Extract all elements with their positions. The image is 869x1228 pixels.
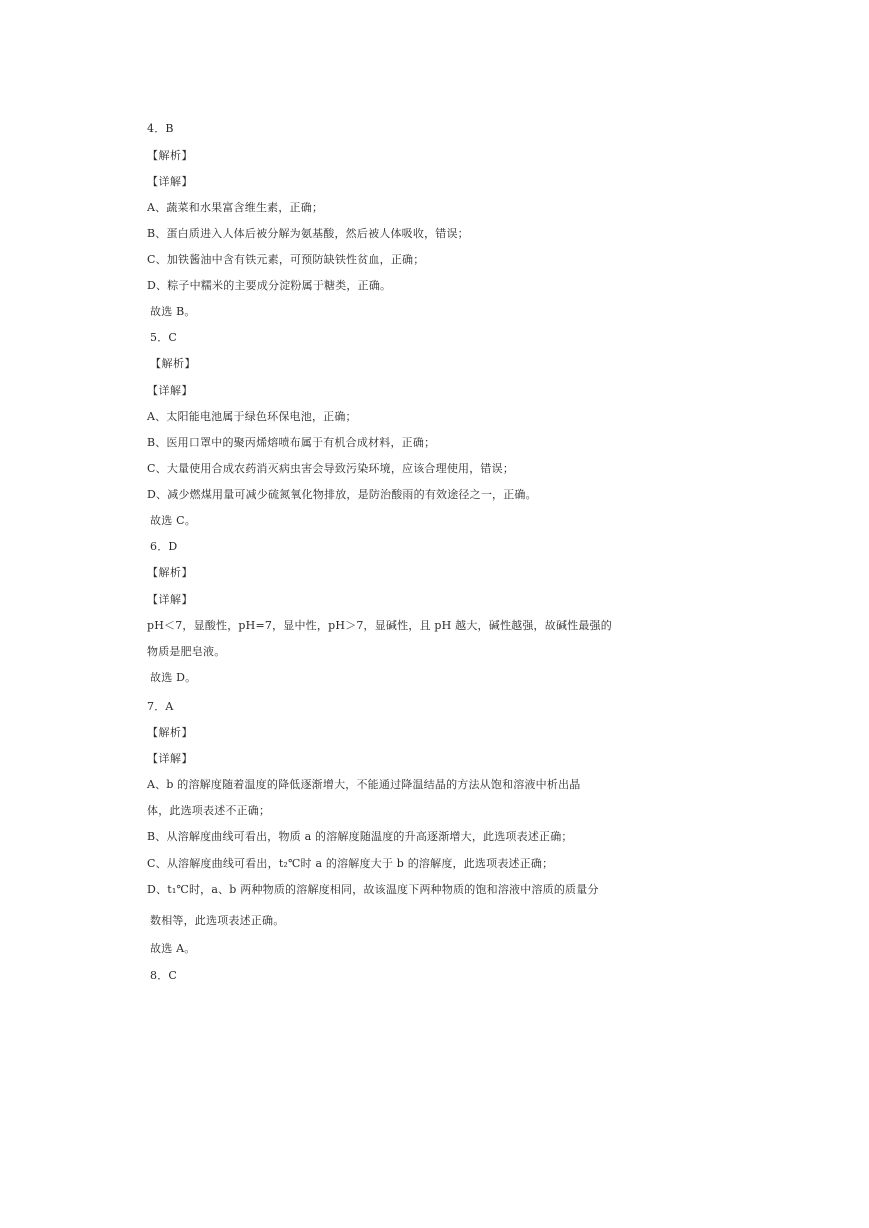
q5-line-b: B、医用口罩中的聚丙烯熔喷布属于有机合成材料，正确； bbox=[147, 436, 436, 449]
q4-line-d: D、粽子中糯米的主要成分淀粉属于糖类，正确。 bbox=[147, 279, 392, 292]
q6-line-2: 物质是肥皂液。 bbox=[147, 645, 226, 658]
answer-q7: 7．A bbox=[147, 700, 174, 713]
q5-line-d: D、减少燃煤用量可减少硫氮氧化物排放，是防治酸雨的有效途径之一，正确。 bbox=[147, 488, 537, 501]
analysis-tag-q4: 【解析】 bbox=[147, 149, 193, 162]
analysis-tag-q6: 【解析】 bbox=[147, 566, 193, 579]
q5-line-c: C、大量使用合成农药消灭病虫害会导致污染环境，应该合理使用，错误； bbox=[147, 462, 515, 475]
detail-tag-q6: 【详解】 bbox=[147, 593, 193, 606]
q6-line-1: pH＜7，显酸性，pH=7，显中性，pH＞7，显碱性，且 pH 越大，碱性越强，故碱性最强的 bbox=[147, 619, 612, 632]
answer-q5: 5．C bbox=[150, 331, 178, 344]
analysis-tag-q7: 【解析】 bbox=[147, 726, 193, 739]
q7-line-a1: A、b 的溶解度随着温度的降低逐渐增大，不能通过降温结晶的方法从饱和溶液中析出晶 bbox=[147, 778, 581, 791]
q4-line-c: C、加铁酱油中含有铁元素，可预防缺铁性贫血，正确； bbox=[147, 253, 425, 266]
q4-line-b: B、蛋白质进入人体后被分解为氨基酸，然后被人体吸收，错误； bbox=[147, 227, 469, 240]
detail-tag-q5: 【详解】 bbox=[147, 384, 193, 397]
detail-tag-q7: 【详解】 bbox=[147, 752, 193, 765]
answer-q6: 6．D bbox=[150, 540, 178, 553]
q7-line-b: B、从溶解度曲线可看出，物质 a 的溶解度随温度的升高逐渐增大，此选项表述正确； bbox=[147, 830, 573, 843]
q5-line-a: A、太阳能电池属于绿色环保电池，正确； bbox=[147, 410, 357, 423]
q5-conclusion: 故选 C。 bbox=[150, 514, 196, 527]
answer-q4: 4．B bbox=[147, 122, 174, 135]
answer-q8: 8．C bbox=[150, 969, 178, 982]
q6-conclusion: 故选 D。 bbox=[150, 671, 197, 684]
q7-conclusion: 故选 A。 bbox=[150, 942, 196, 955]
q4-line-a: A、蔬菜和水果富含维生素，正确； bbox=[147, 201, 324, 214]
q4-conclusion: 故选 B。 bbox=[150, 305, 196, 318]
q7-line-d2: 数相等，此选项表述正确。 bbox=[150, 914, 285, 927]
detail-tag-q4: 【详解】 bbox=[147, 175, 193, 188]
q7-line-c: C、从溶解度曲线可看出，t₂℃时 a 的溶解度大于 b 的溶解度，此选项表述正确； bbox=[147, 857, 554, 870]
q7-line-d1: D、t₁℃时，a、b 两种物质的溶解度相同，故该温度下两种物质的饱和溶液中溶质的质量分 bbox=[147, 883, 599, 896]
analysis-tag-q5: 【解析】 bbox=[150, 357, 196, 370]
q7-line-a2: 体，此选项表述不正确； bbox=[147, 804, 271, 817]
